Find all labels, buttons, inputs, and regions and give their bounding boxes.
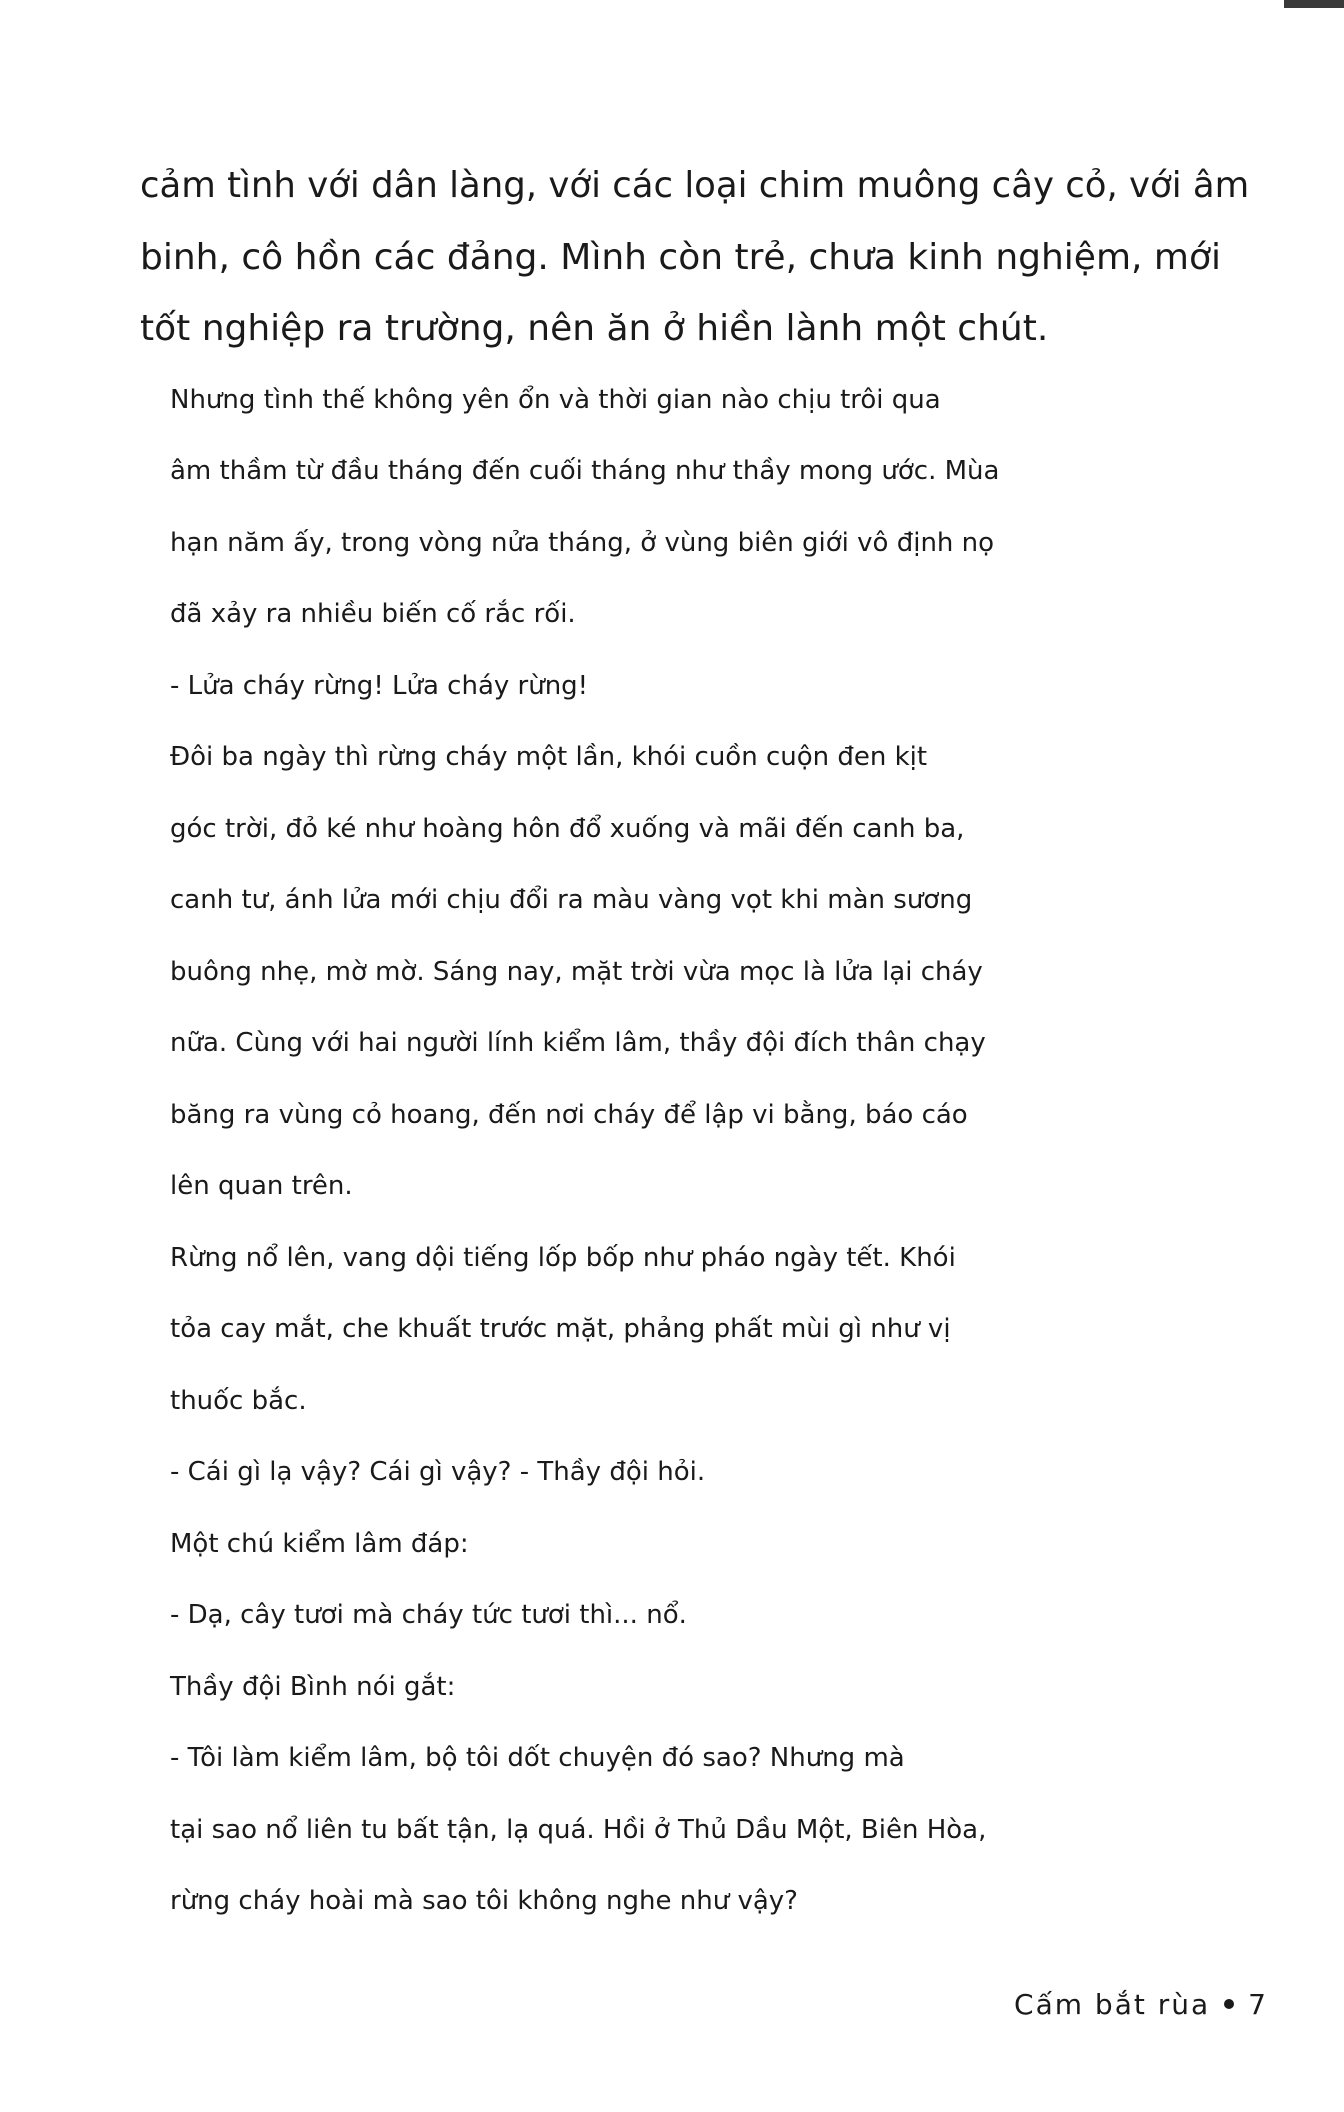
text-line: - Lửa cháy rừng! Lửa cháy rừng! <box>170 670 589 701</box>
text-line: Đôi ba ngày thì rừng cháy một lần, khói cuồn cuộn đen kịt <box>170 742 928 772</box>
paragraph <box>140 1509 1260 1581</box>
text-line: thuốc bắc. <box>170 1385 307 1416</box>
text-line: - Cái gì lạ vậy? Cái gì vậy? - Thầy đội hỏi. <box>170 1457 706 1487</box>
text-line: - Tôi làm kiểm lâm, bộ tôi dốt chuyện đó sao? Nhưng mà <box>170 1743 905 1773</box>
paragraph <box>140 1723 1260 1938</box>
text-line: binh, cô hồn các đảng. Mình còn trẻ, chưa kinh nghiệm, mới <box>140 236 1222 278</box>
paragraph <box>140 722 1260 1223</box>
text-line: tốt nghiệp ra trường, nên ăn ở hiền lành một chút. <box>140 308 1049 349</box>
text-line: Một chú kiểm lâm đáp: <box>170 1528 469 1559</box>
text-line: tại sao nổ liên tu bất tận, lạ quá. Hồi ở Thủ Dầu Một, Biên Hòa, <box>170 1814 987 1845</box>
paragraph <box>140 150 1260 365</box>
text-line: băng ra vùng cỏ hoang, đến nơi cháy để lập vi bằng, báo cáo <box>170 1099 968 1130</box>
text-line: hạn năm ấy, trong vòng nửa tháng, ở vùng biên giới vô định nọ <box>170 527 995 558</box>
paragraph <box>140 1580 1260 1652</box>
text-line: đã xảy ra nhiều biến cố rắc rối. <box>170 599 576 629</box>
paragraph <box>140 1223 1260 1438</box>
text-line: nữa. Cùng với hai người lính kiểm lâm, thầy đội đích thân chạy <box>170 1028 986 1058</box>
body-text <box>140 150 1260 1938</box>
bullet-icon <box>1224 1999 1234 2009</box>
text-line: - Dạ, cây tươi mà cháy tức tươi thì... nổ. <box>170 1600 687 1630</box>
page-number: 7 <box>1248 1988 1268 2021</box>
text-line: Thầy đội Bình nói gắt: <box>170 1671 456 1702</box>
paragraph <box>140 365 1260 651</box>
text-line: canh tư, ánh lửa mới chịu đổi ra màu vàng vọt khi màn sương <box>170 885 973 915</box>
text-line: rừng cháy hoài mà sao tôi không nghe như vậy? <box>170 1886 798 1916</box>
text-line: buông nhẹ, mờ mờ. Sáng nay, mặt trời vừa mọc là lửa lại cháy <box>170 956 983 987</box>
text-line: tỏa cay mắt, che khuất trước mặt, phảng phất mùi gì như vị <box>170 1314 951 1344</box>
paragraph <box>140 1652 1260 1724</box>
text-line: Nhưng tình thế không yên ổn và thời gian nào chịu trôi qua <box>170 384 941 415</box>
text-line: Rừng nổ lên, vang dội tiếng lốp bốp như pháo ngày tết. Khói <box>170 1242 956 1273</box>
text-line: âm thầm từ đầu tháng đến cuối tháng như thầy mong ước. Mùa <box>170 456 1000 486</box>
text-line: góc trời, đỏ ké như hoàng hôn đổ xuống và mãi đến canh ba, <box>170 813 965 844</box>
text-line: cảm tình với dân làng, với các loại chim muông cây cỏ, với âm <box>140 165 1250 206</box>
paragraph <box>140 651 1260 723</box>
text-line: lên quan trên. <box>170 1171 353 1201</box>
page-footer <box>1014 1988 1268 2021</box>
scan-edge-mark <box>1284 0 1344 8</box>
running-title: Cấm bắt rùa <box>1014 1988 1211 2021</box>
paragraph <box>140 1437 1260 1509</box>
